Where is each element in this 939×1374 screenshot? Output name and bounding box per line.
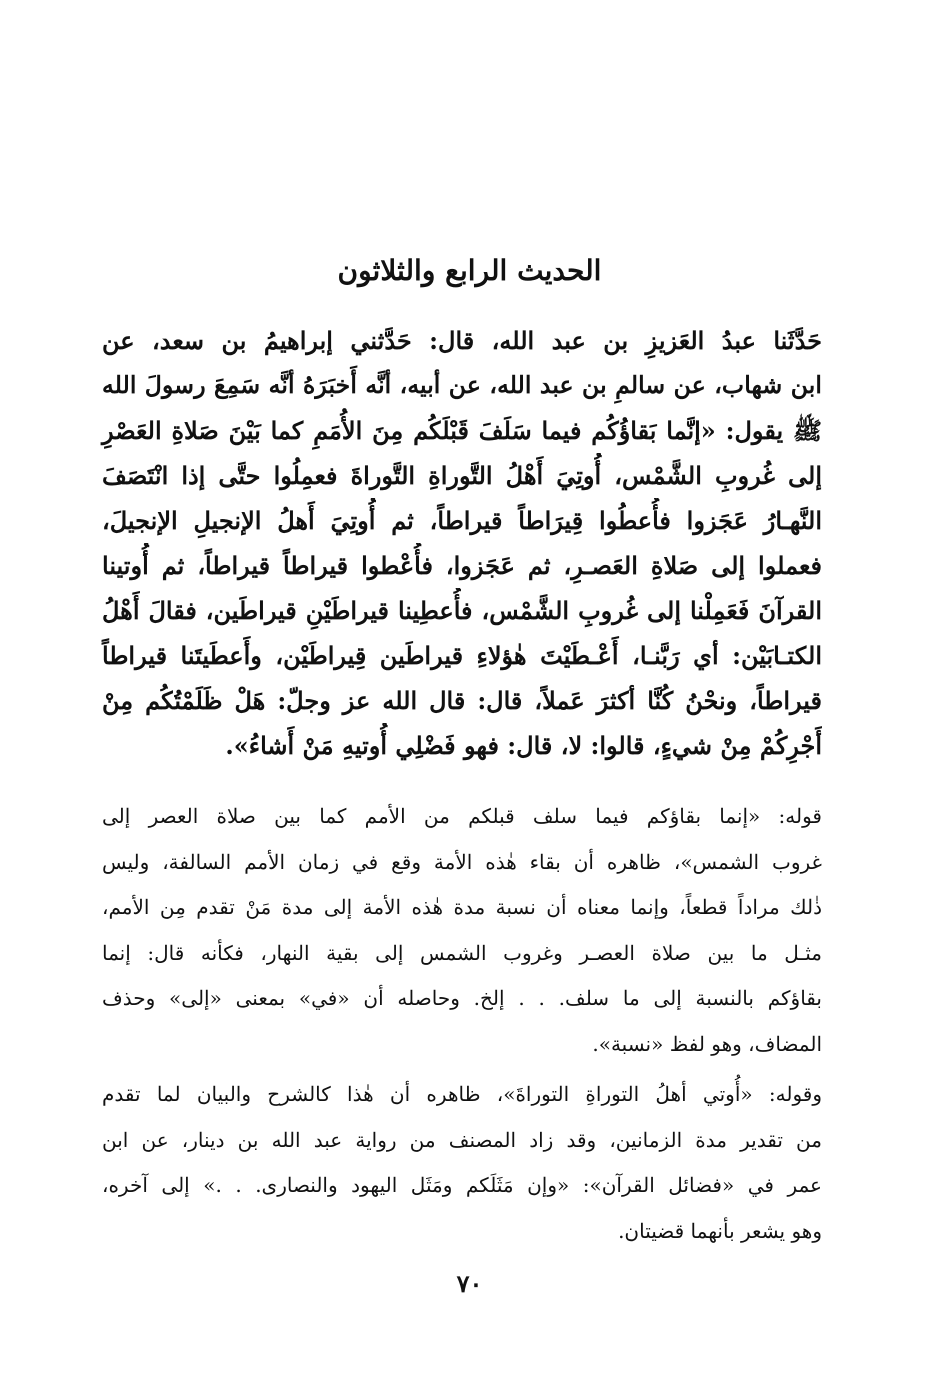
hadith-line: ﷺ يقول: «إنَّما بَقاؤُكُم فيما سَلَفَ قَبْلَكُم مِنَ الأُمَمِ كما بَيْنَ صَلاةِ العَصْرِ: [102, 416, 822, 445]
commentary-paragraph-1: [100, 794, 822, 1067]
commentary-line: ذٰلك مراداً قطعاً، وإنما معناه أن نسبة مدة هٰذه الأمة إلى مدة مَنْ تقدم مِن الأمم،: [102, 895, 822, 919]
hadith-line: القرآنَ فَعَمِلْنا إلى غُروبِ الشَّمْس، فأُعطِينا قيراطَيْنِ قيراطَين، فقالَ أَهْلُ: [102, 596, 822, 625]
hadith-line: حَدَّثَنا عبدُ العَزيزِ بن عبد الله، قال: حَدَّثني إبراهيمُ بن سعد، عن: [102, 326, 822, 355]
commentary-line: عمر في «فضائل القرآن»: «وإن مَثَلَكم ومَثَل اليهود والنصارى. . .» إلى آخره،: [102, 1173, 822, 1197]
hadith-line: قيراطاً، ونحْنُ كُنَّا أكثرَ عَملاً، قال: قال الله عز وجلّ: هَلْ ظَلَمْتُكُم مِنْ: [102, 686, 822, 715]
commentary-line: بقاؤكم بالنسبة إلى ما سلف. . . إلخ. وحاصله أن «في» بمعنى «إلى» وحذف: [102, 986, 822, 1010]
commentary-paragraph-2: [100, 1072, 822, 1254]
hadith-line: الكتـابَيْن: أي رَبَّنـا، أَعْـطَيْتَ هٰؤلاءِ قيراطَين قِيراطَيْن، وأَعطَيتَنا قيراطاً: [102, 641, 822, 670]
hadith-line: النَّهـارُ عَجَزوا فأُعطُوا قِيرَاطاً قيراطاً، ثم أُوتِيَ أَهلُ الإنجيلِ الإنجيلَ،: [102, 506, 822, 535]
page-number: ٧٠: [456, 1269, 483, 1298]
commentary-line: من تقدير مدة الزمانين، وقد زاد المصنف من رواية عبد الله بن دينار، عن ابن: [102, 1127, 822, 1152]
hadith-line: فعملوا إلى صَلاةِ العَصـرِ، ثم عَجَزوا، فأُعْطوا قيراطاً قيراطاً، ثم أُوتينا: [102, 551, 822, 580]
commentary-line: قوله: «إنما بقاؤكم فيما سلف قبلكم من الأمم كما بين صلاة العصر إلى: [102, 804, 822, 828]
commentary-line: مثـل ما بين صلاة العصـر وغروب الشمس إلى بقية النهار، فكأنه قال: إنما: [102, 940, 822, 965]
hadith-text: [100, 318, 822, 768]
hadith-line: ابن شهاب، عن سالمِ بن عبد الله، عن أبيه، أنَّه أَخبَرَهُ أنَّه سَمِعَ رسولَ الله: [102, 371, 822, 399]
commentary-line: وهو يشعر بأنهما قضيتان.: [618, 1218, 822, 1243]
hadith-line: إلى غُروبِ الشَّمْس، أُوتِيَ أَهْلُ التَّوراةِ التَّوراةَ فعمِلُوا حتَّى إذا انْتَصَفَ: [102, 461, 822, 490]
commentary-line: المضاف، وهو لفظ «نسبة».: [592, 1031, 822, 1056]
chapter-title: الحديث الرابع والثلاثون: [337, 254, 602, 287]
commentary-line: وقوله: «أُوتي أهلُ التوراةِ التوراةَ»، ظاهره أن هٰذا كالشرح والبيان لما تقدم: [102, 1082, 822, 1106]
hadith-line: أَجْرِكُمْ مِنْ شيءٍ، قالوا: لا، قال: فهو فَضْلِي أُوتيهِ مَنْ أَشاءُ».: [225, 731, 822, 760]
commentary-line: غروب الشمس»، ظاهره أن بقاء هٰذه الأمة وقع في زمان الأمم السالفة، وليس: [102, 849, 822, 874]
